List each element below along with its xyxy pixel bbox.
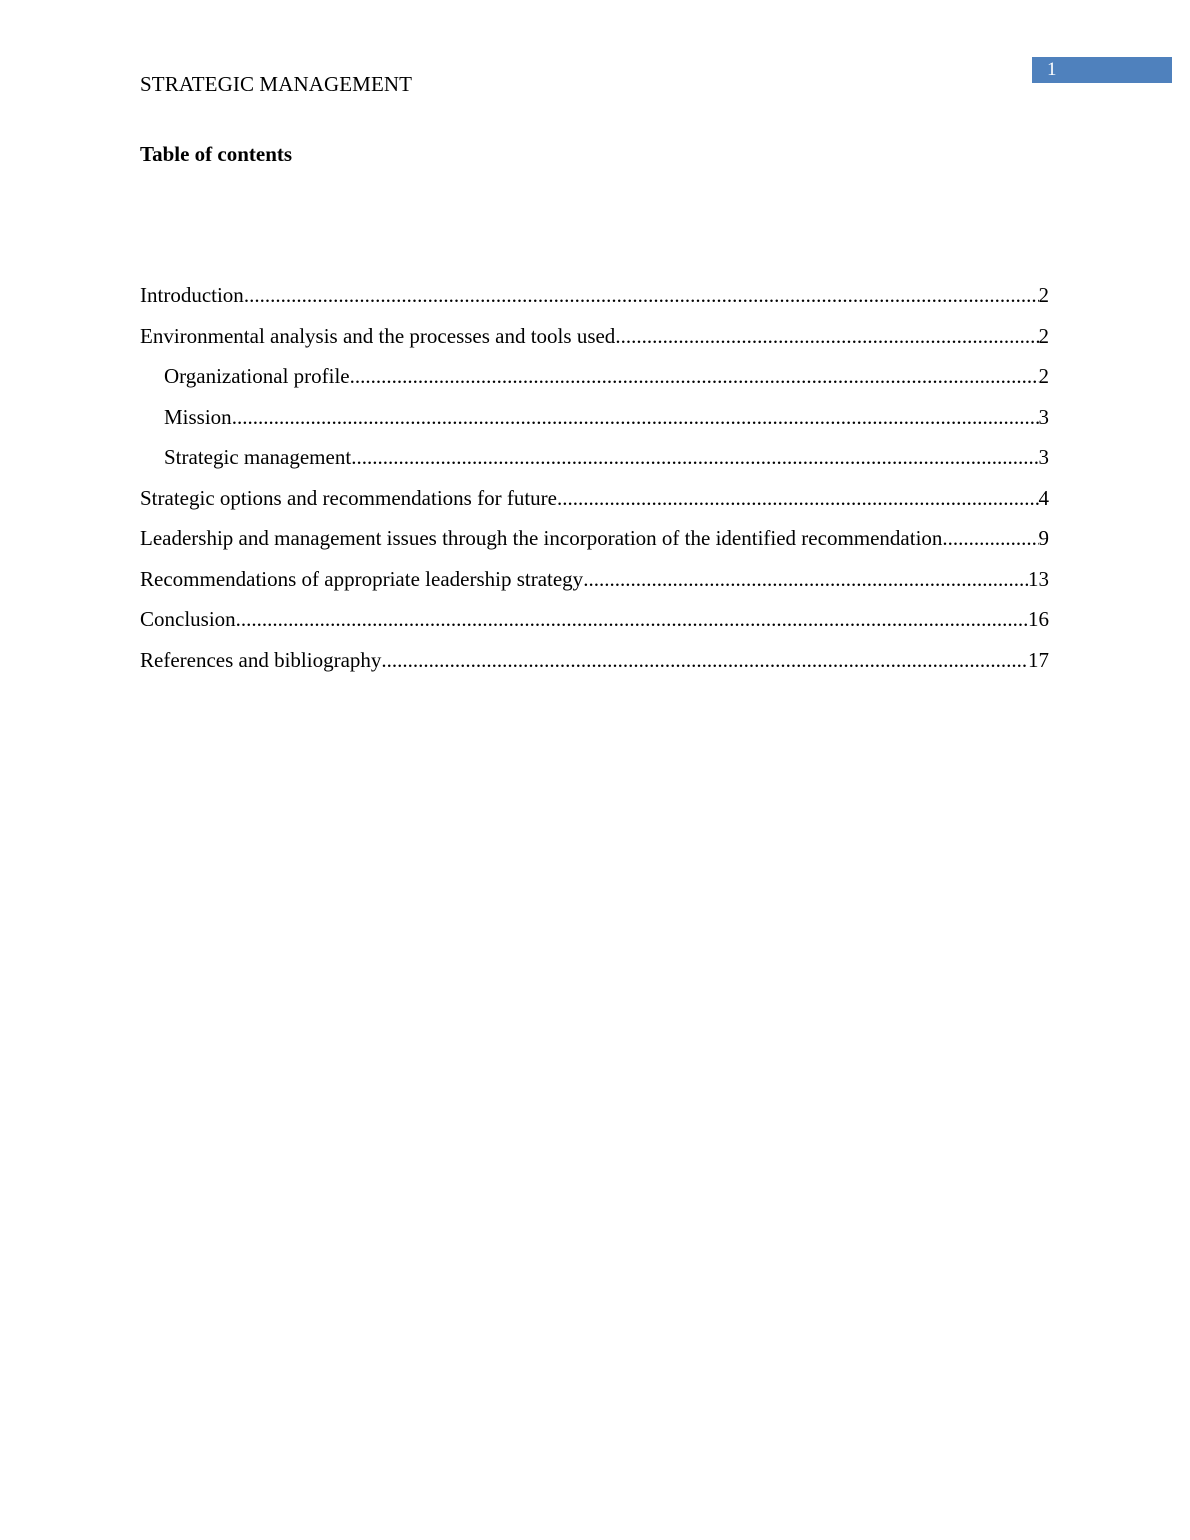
toc-entry-label: Leadership and management issues through the incorporation of the identified recommendation bbox=[140, 526, 943, 550]
toc-dot-leader bbox=[244, 281, 1039, 309]
toc-entry-introduction[interactable] bbox=[140, 281, 1049, 322]
toc-entry-organizational-profile[interactable] bbox=[140, 362, 1049, 403]
toc-entry-page: 2 bbox=[1038, 323, 1049, 348]
toc-entry-page: 13 bbox=[1028, 566, 1049, 591]
toc-entry-page: 3 bbox=[1038, 404, 1049, 429]
toc-entry-page: 2 bbox=[1038, 283, 1049, 307]
toc-entry-leadership-issues[interactable] bbox=[140, 524, 1049, 565]
toc-entry-leadership-strategy[interactable] bbox=[140, 565, 1049, 606]
toc-entry-strategic-management[interactable] bbox=[140, 443, 1049, 484]
toc-dot-leader bbox=[351, 443, 1038, 471]
toc-entry-label: Recommendations of appropriate leadership strategy bbox=[140, 566, 584, 591]
toc-title: Table of contents bbox=[140, 142, 293, 166]
toc-dot-leader bbox=[615, 322, 1038, 350]
toc-dot-leader bbox=[942, 524, 1038, 552]
toc-entry-label: Introduction bbox=[140, 283, 244, 307]
toc-entry-page: 2 bbox=[1038, 364, 1049, 388]
toc-entry-references[interactable] bbox=[140, 646, 1049, 687]
toc-entry-strategic-options[interactable] bbox=[140, 484, 1049, 525]
toc-dot-leader bbox=[381, 646, 1028, 674]
toc-entry-label: Organizational profile bbox=[164, 364, 350, 388]
toc-list bbox=[140, 281, 1049, 686]
toc-entry-page: 16 bbox=[1028, 607, 1049, 631]
toc-entry-label: Strategic options and recommendations for future bbox=[140, 485, 557, 510]
toc-entry-label: Strategic management bbox=[164, 445, 352, 469]
toc-dot-leader bbox=[557, 484, 1039, 512]
toc-entry-page: 4 bbox=[1038, 485, 1049, 510]
toc-entry-conclusion[interactable] bbox=[140, 605, 1049, 646]
toc-entry-label: References and bibliography bbox=[140, 647, 382, 672]
toc-dot-leader bbox=[232, 403, 1039, 431]
page-number-badge bbox=[1032, 57, 1172, 83]
toc-entry-mission[interactable] bbox=[140, 403, 1049, 444]
toc-dot-leader bbox=[236, 605, 1028, 633]
page-number: 1 bbox=[1047, 59, 1057, 80]
toc-entry-label: Conclusion bbox=[140, 607, 236, 631]
toc-entry-page: 17 bbox=[1028, 647, 1049, 672]
toc-dot-leader bbox=[583, 565, 1028, 593]
toc-entry-label: Mission bbox=[164, 404, 232, 429]
toc-entry-label: Environmental analysis and the processes and tools used bbox=[140, 323, 616, 348]
toc-entry-environmental-analysis[interactable] bbox=[140, 322, 1049, 363]
running-head: STRATEGIC MANAGEMENT bbox=[140, 72, 413, 96]
toc-dot-leader bbox=[350, 362, 1039, 390]
toc-entry-page: 3 bbox=[1038, 445, 1049, 469]
toc-entry-page: 9 bbox=[1038, 526, 1049, 550]
